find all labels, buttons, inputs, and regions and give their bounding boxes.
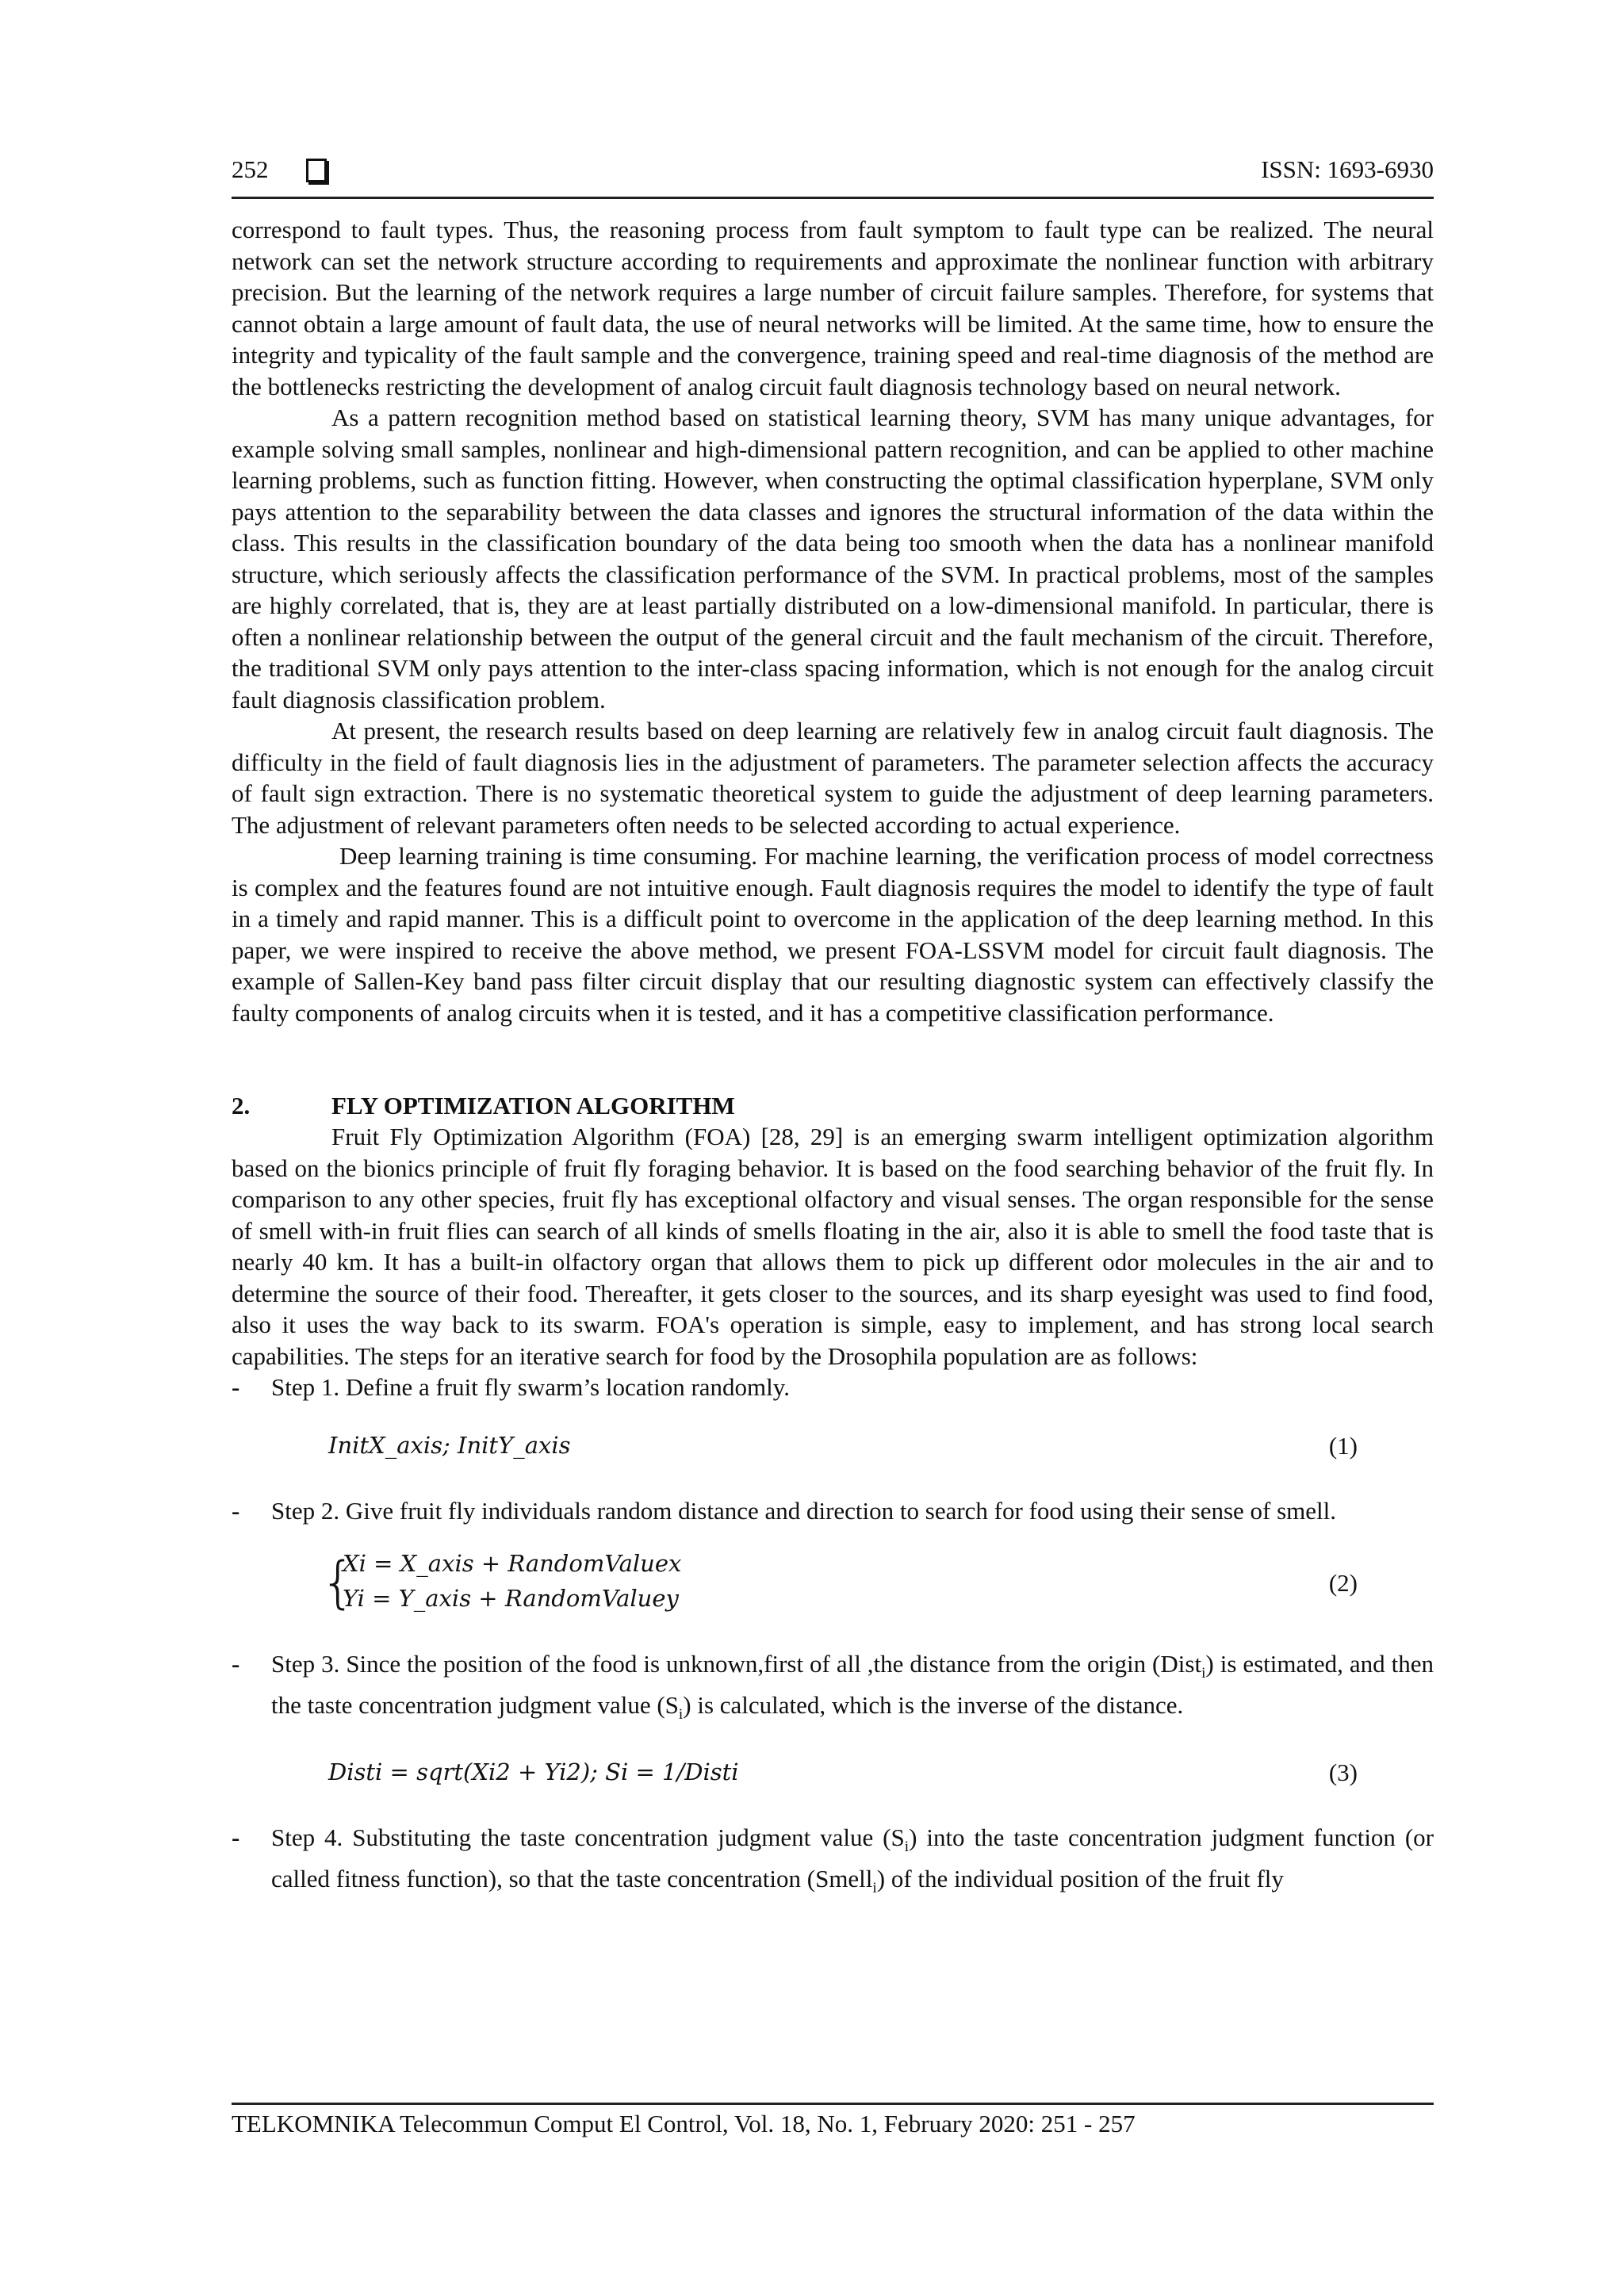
subscript-i: i: [904, 1839, 910, 1856]
box-bullet-icon: [306, 159, 327, 182]
list-dash: -: [232, 1823, 240, 1852]
step-1: [232, 1372, 1434, 1403]
page-header: [232, 152, 1434, 199]
subscript-i: i: [1201, 1665, 1206, 1682]
equation-2-line-1: Xi = X_axis + RandomValuex: [343, 1550, 682, 1577]
section-number: 2.: [232, 1092, 251, 1119]
step-1-text: Step 1. Define a fruit fly swarm’s location randomly.: [271, 1373, 790, 1401]
page-number: 252: [232, 155, 269, 183]
subscript-i: i: [678, 1705, 684, 1723]
equation-2-number: (2): [1328, 1569, 1358, 1597]
step-2: [232, 1495, 1434, 1527]
step-3: [232, 1648, 1434, 1730]
step-4-text-b: ) into the taste concentration judgment function (or called fitness function), so that the taste concentration (Smell: [271, 1823, 1434, 1893]
equation-3-expression: Disti = sqrt(Xi2 + Yi2); Si = 1/Disti: [328, 1758, 739, 1786]
step-3-text-a: Step 3. Since the position of the food is unknown,first of all ,the distance from the origin (Dist: [271, 1650, 1202, 1678]
issn-label: ISSN: 1693-6930: [1261, 155, 1434, 183]
equation-1-expression: InitX_axis; InitY_axis: [328, 1431, 571, 1459]
step-4-text-c: ) of the individual position of the fruit fly: [876, 1865, 1284, 1893]
equation-3: [232, 1757, 1434, 1792]
left-brace: {: [320, 1550, 356, 1615]
paragraph-4: Deep learning training is time consuming. For machine learning, the verification process of model correctness is complex and the features found are not intuitive enough. Fault diagnosis requires the model to identify the type of fault in a timely and rapid manner. This is a difficult point to overcome in the application of the deep learning method. In this paper, we were inspired to receive the above method, we present FOA-LSSVM model for circuit fault diagnosis. The example of Sallen-Key band pass filter circuit display that our resulting diagnostic system can effectively classify the faulty components of analog circuits when it is tested, and it has a competitive classification performance.: [232, 842, 1434, 1027]
list-dash: -: [232, 1373, 240, 1401]
page-footer: [232, 2103, 1434, 2138]
section-heading: [232, 1090, 1434, 1121]
body-text: [232, 214, 1434, 1904]
equation-3-number: (3): [1328, 1758, 1358, 1787]
step-2-text: Step 2. Give fruit fly individuals random distance and direction to search for food using their sense of smell.: [271, 1496, 1337, 1525]
equation-1: [232, 1430, 1434, 1465]
list-dash: -: [232, 1650, 240, 1678]
equation-1-number: (1): [1328, 1431, 1358, 1460]
subscript-i: i: [872, 1880, 877, 1897]
list-dash: -: [232, 1496, 240, 1525]
paragraph-3: At present, the research results based on deep learning are relatively few in analog circuit fault diagnosis. The difficulty in the field of fault diagnosis lies in the adjustment of parameters. The parameter selection affects the accuracy of fault sign extraction. There is no systematic theoretical system to guide the adjustment of deep learning parameters. The adjustment of relevant parameters often needs to be selected according to actual experience.: [232, 717, 1434, 839]
step-4: [232, 1822, 1434, 1904]
paragraph-1: correspond to fault types. Thus, the reasoning process from fault symptom to fault type can be realized. The neural network can set the network structure according to requirements and approximate the nonlinear function with arbitrary precision. But the learning of the network requires a large number of circuit failure samples. Therefore, for systems that cannot obtain a large amount of fault data, the use of neural networks will be limited. At the same time, how to ensure the integrity and typicality of the fault sample and the convergence, training speed and real-time diagnosis of the method are the bottlenecks restricting the development of analog circuit fault diagnosis technology based on neural network.: [232, 216, 1434, 400]
step-4-text-a: Step 4. Substituting the taste concentration judgment value (S: [271, 1823, 905, 1852]
equation-2-line-2: Yi = Y_axis + RandomValuey: [343, 1585, 679, 1612]
journal-citation: TELKOMNIKA Telecommun Comput El Control, Vol. 18, No. 1, February 2020: 251 - 257: [232, 2110, 1136, 2137]
step-3-text-b: ) is estimated, and then the taste concentration judgment value (S: [271, 1650, 1434, 1719]
section-title: FLY OPTIMIZATION ALGORITHM: [331, 1092, 735, 1119]
paragraph-2: As a pattern recognition method based on statistical learning theory, SVM has many unique advantages, for example solving small samples, nonlinear and high-dimensional pattern recognition, and can be applied to other machine learning problems, such as function fitting. However, when constructing the optimal classification hyperplane, SVM only pays attention to the separability between the data classes and ignores the structural information of the data within the class. This results in the classification boundary of the data being too smooth when the data has a nonlinear manifold structure, which seriously affects the classification performance of the SVM. In practical problems, most of the samples are highly correlated, that is, they are at least partially distributed on a low-dimensional manifold. In particular, there is often a nonlinear relationship between the output of the general circuit and the fault mechanism of the circuit. Therefore, the traditional SVM only pays attention to the inter-class spacing information, which is not enough for the analog circuit fault diagnosis classification problem.: [232, 404, 1434, 714]
step-3-text-c: ) is calculated, which is the inverse of the distance.: [683, 1690, 1184, 1719]
section-intro: Fruit Fly Optimization Algorithm (FOA) [28, 29] is an emerging swarm intelligent optimization algorithm based on the bionics principle of fruit fly foraging behavior. It is based on the food searching behavior of the fruit fly. In comparison to any other species, fruit fly has exceptional olfactory and visual senses. The organ responsible for the sense of smell with-in fruit flies can search of all kinds of smells floating in the air, also it is able to smell the food taste that is nearly 40 km. It has a built-in olfactory organ that allows them to pick up different odor molecules in the air and to determine the source of their food. Thereafter, it gets closer to the sources, and its sharp eyesight was used to find food, also it uses the way back to its swarm. FOA's operation is simple, easy to implement, and has strong local search capabilities. The steps for an iterative search for food by the Drosophila population are as follows:: [232, 1123, 1434, 1370]
equation-2: [232, 1550, 1434, 1621]
